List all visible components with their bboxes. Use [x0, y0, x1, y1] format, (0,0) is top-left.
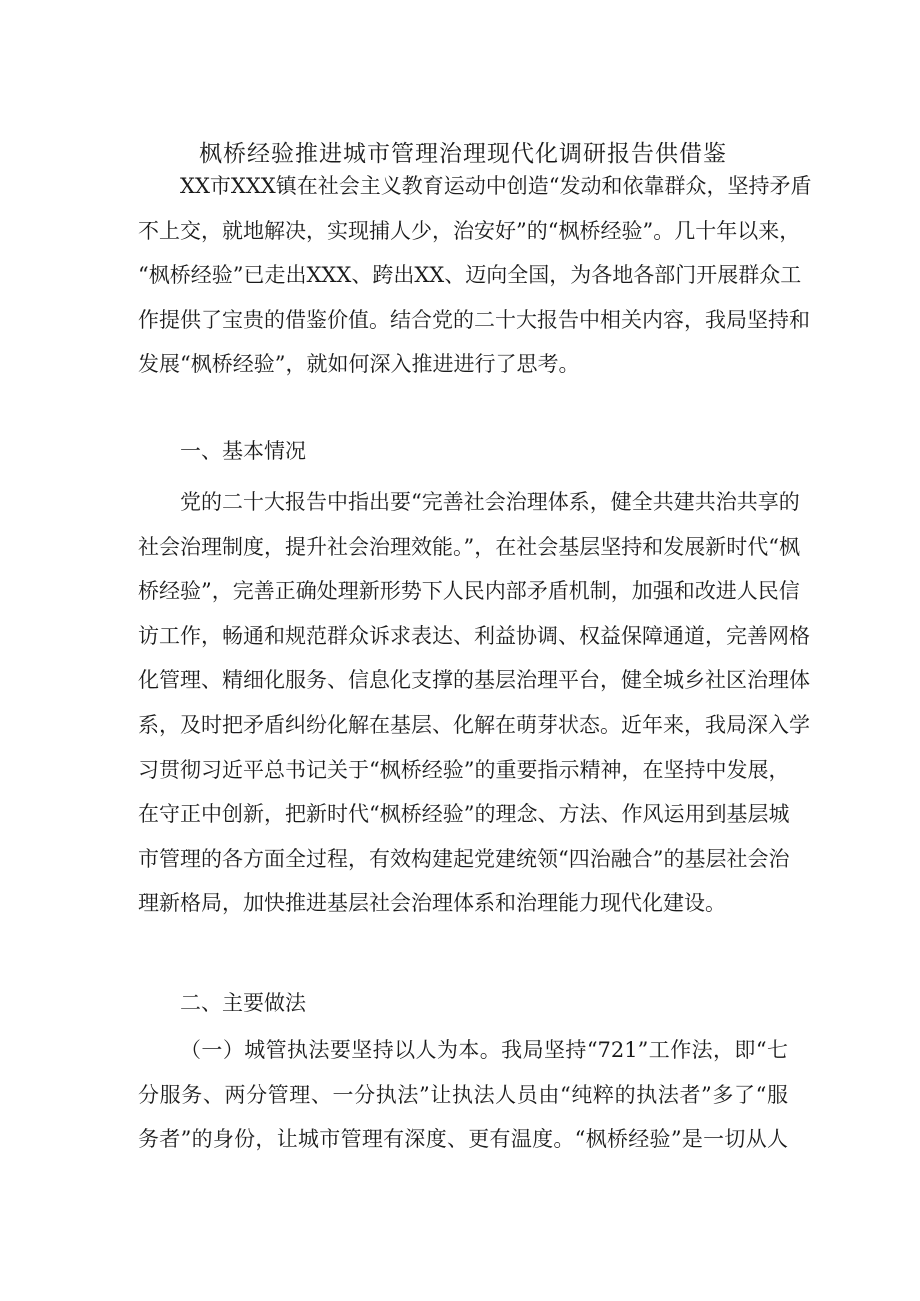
- text-line: 不上交，就地解决，实现捕人少，治安好”的“枫桥经验”。几十年以来，: [138, 218, 801, 243]
- text-line: 社会治理制度，提升社会治理效能。”，在社会基层坚持和发展新时代“枫: [138, 534, 800, 559]
- text-line: （一）城管执法要坚持以人为本。我局坚持“721”工作法，即“七: [180, 1038, 788, 1062]
- text-line: 化管理、精细化服务、信息化支撑的基层治理平台，健全城乡社区治理体: [138, 668, 810, 693]
- text-line: 务者”的身份，让城市管理有深度、更有温度。“枫桥经验”是一切从人: [138, 1127, 788, 1152]
- text-line: 系，及时把矛盾纠纷化解在基层、化解在萌芽状态。近年来，我局深入学: [138, 712, 810, 737]
- section1-paragraph: [138, 480, 810, 926]
- section2-paragraph: [138, 1028, 788, 1162]
- text-line: 在守正中创新，把新时代“枫桥经验”的理念、方法、作风运用到基层城: [138, 802, 790, 827]
- section-heading-practices: 二、主要做法: [180, 991, 306, 1015]
- text-line: 党的二十大报告中指出要“完善社会治理体系，健全共建共治共享的: [180, 490, 800, 514]
- section-heading-basic: 一、基本情况: [180, 439, 306, 463]
- text-line: 访工作，畅通和规范群众诉求表达、利益协调、权益保障通道，完善网格: [138, 623, 810, 648]
- document-title: 枫桥经验推进城市管理治理现代化调研报告供借鉴: [199, 141, 727, 167]
- text-line: 发展“枫桥经验”，就如何深入推进进行了思考。: [138, 352, 580, 377]
- text-line: 分服务、两分管理、一分执法”让执法人员由“纯粹的执法者”多了“服: [138, 1082, 788, 1107]
- intro-paragraph: [138, 164, 812, 387]
- text-line: XX市XXX镇在社会主义教育运动中创造“发动和依靠群众，坚持矛盾: [180, 174, 812, 198]
- text-line: 习贯彻习近平总书记关于“枫桥经验”的重要指示精神，在坚持中发展，: [138, 757, 790, 782]
- text-line: 作提供了宝贵的借鉴价值。结合党的二十大报告中相关内容，我局坚持和: [138, 307, 810, 332]
- text-line: 理新格局，加快推进基层社会治理体系和治理能力现代化建设。: [138, 891, 726, 916]
- text-line: 市管理的各方面全过程，有效构建起党建统领“四治融合”的基层社会治: [138, 846, 790, 871]
- text-line: “枫桥经验”已走出XXX、跨出XX、迈向全国，为各地各部门开展群众工: [138, 263, 802, 288]
- text-line: 桥经验”，完善正确处理新形势下人民内部矛盾机制，加强和改进人民信: [138, 579, 800, 604]
